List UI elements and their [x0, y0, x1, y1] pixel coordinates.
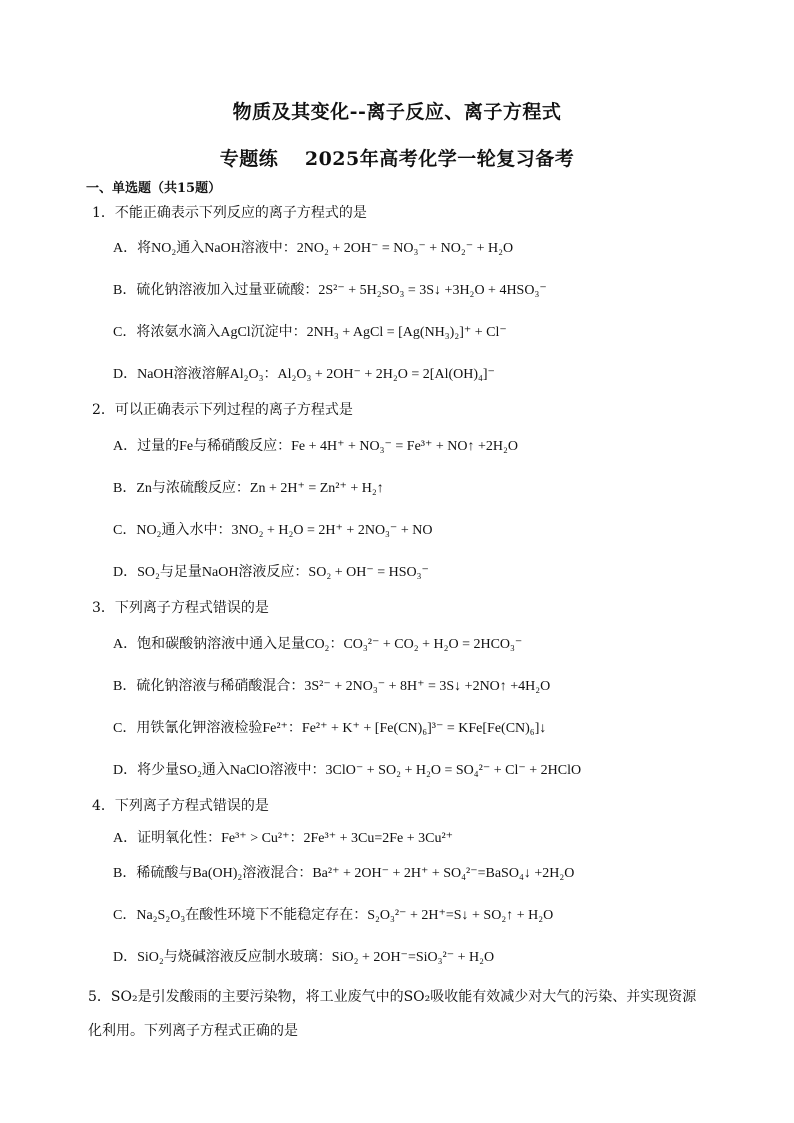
question-2-option-b: B．Zn与浓硫酸反应：Zn + 2H⁺ = Zn²⁺ + H₂↑ [113, 481, 384, 496]
question-1-stem: 1．不能正确表示下列反应的离子方程式的是 [92, 205, 367, 221]
question-3-option-c: C．用铁氰化钾溶液检验Fe²⁺：Fe²⁺ + K⁺ + [Fe(CN)₆]³⁻ = KFe[Fe(CN)₆]↓ [113, 721, 547, 736]
question-1-option-c: C．将浓氨水滴入AgCl沉淀中：2NH₃ + AgCl = [Ag(NH₃)₂]⁺ + Cl⁻ [113, 325, 507, 340]
question-1-option-b: B．硫化钠溶液加入过量亚硫酸：2S²⁻ + 5H₂SO₃ = 3S↓ +3H₂O + 4HSO₃⁻ [113, 283, 547, 298]
question-5-line-2: 化利用。下列离子方程式正确的是 [88, 1023, 298, 1039]
question-4-option-d: D．SiO₂与烧碱溶液反应制水玻璃：SiO₂ + 2OH⁻=SiO₃²⁻ + H₂O [113, 950, 495, 965]
question-4-option-c: C．Na₂S₂O₃在酸性环境下不能稳定存在：S₂O₃²⁻ + 2H⁺=S↓ + SO₂↑ + H₂O [113, 908, 554, 923]
question-3-option-a: A．饱和碳酸钠溶液中通入足量CO₂：CO₃²⁻ + CO₂ + H₂O = 2HCO₃⁻ [113, 637, 523, 652]
question-4-option-a: A．证明氧化性：Fe³⁺ > Cu²⁺：2Fe³⁺ + 3Cu=2Fe + 3Cu²⁺ [113, 831, 454, 846]
question-5-line-1: 5．SO₂是引发酸雨的主要污染物，将工业废气中的SO₂吸收能有效减少对大气的污染、并实现资源 [88, 989, 697, 1005]
question-3-stem: 3．下列离子方程式错误的是 [92, 600, 269, 616]
question-3-option-d: D．将少量SO₂通入NaClO溶液中：3ClO⁻ + SO₂ + H₂O = SO₄²⁻ + Cl⁻ + 2HClO [113, 763, 582, 778]
question-2-option-a: A．过量的Fe与稀硝酸反应：Fe + 4H⁺ + NO₃⁻ = Fe³⁺ + NO↑ +2H₂O [113, 439, 518, 454]
question-3-option-b: B．硫化钠溶液与稀硝酸混合：3S²⁻ + 2NO₃⁻ + 8H⁺ = 3S↓ +2NO↑ +4H₂O [113, 679, 551, 694]
question-2-option-c: C．NO₂通入水中：3NO₂ + H₂O = 2H⁺ + 2NO₃⁻ + NO [113, 523, 433, 538]
question-1-option-d: D．NaOH溶液溶解Al₂O₃：Al₂O₃ + 2OH⁻ + 2H₂O = 2[Al(OH)₄]⁻ [113, 367, 495, 382]
question-1-option-a: A．将NO₂通入NaOH溶液中：2NO₂ + 2OH⁻ = NO₃⁻ + NO₂⁻ + H₂O [113, 241, 514, 256]
question-2-option-d: D．SO₂与足量NaOH溶液反应：SO₂ + OH⁻ = HSO₃⁻ [113, 565, 429, 580]
question-4-option-b: B．稀硫酸与Ba(OH)₂溶液混合：Ba²⁺ + 2OH⁻ + 2H⁺ + SO₄²⁻=BaSO₄↓ +2H₂O [113, 866, 575, 881]
document-title: 物质及其变化--离子反应、离子方程式 [232, 101, 562, 123]
question-2-stem: 2．可以正确表示下列过程的离子方程式是 [92, 402, 353, 418]
question-5-stem [88, 980, 718, 1048]
question-4-stem: 4．下列离子方程式错误的是 [92, 798, 269, 814]
document-subtitle: 专题练 2025年高考化学一轮复习备考 [219, 148, 575, 170]
section-heading: 一、单选题（共15题） [86, 181, 222, 196]
